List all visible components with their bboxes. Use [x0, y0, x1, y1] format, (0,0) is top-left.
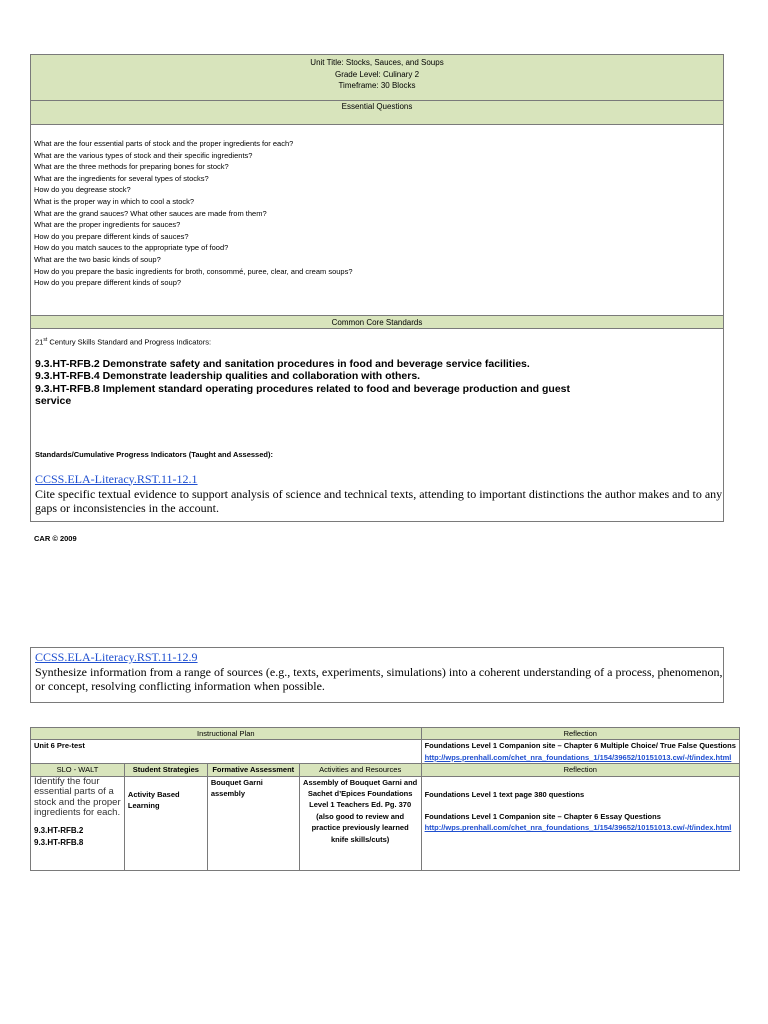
standards-list	[35, 358, 595, 408]
ccss-link-rst-9[interactable]: CCSS.ELA-Literacy.RST.11-12.9	[35, 650, 198, 664]
slo-cell: Identify the four essential parts of a stock and the proper ingredients for each. 9.3.HT-RFB.2 9.3.HT-RFB.8	[31, 776, 125, 870]
pretest-cell: Unit 6 Pre-test	[31, 740, 422, 764]
grade-level: Grade Level: Culinary 2	[334, 69, 420, 79]
question-item: What are the four essential parts of stock and the proper ingredients for each?	[34, 139, 294, 148]
col-strategies: Student Strategies	[124, 764, 207, 776]
question-item: How do you degrease stock?	[34, 185, 131, 195]
question-item: How do you prepare the basic ingredients for broth, consommé, puree, clear, and cream soups?	[34, 266, 353, 276]
question-item: What are the ingredients for several types of stocks?	[34, 173, 209, 183]
companion-site-link[interactable]: http://wps.prenhall.com/chet_nra_foundations_1/154/39652/10151013.cw/-/t/index.html	[424, 752, 732, 762]
common-core-heading: Common Core Standards	[30, 315, 724, 329]
unit-header	[30, 54, 724, 101]
strategies-cell: Activity Based Learning	[124, 776, 207, 870]
timeframe: Timeframe: 30 Blocks	[338, 81, 416, 90]
ccss-link-rst-1[interactable]: CCSS.ELA-Literacy.RST.11-12.1	[35, 471, 198, 486]
reflection-heading: Reflection	[421, 728, 739, 740]
essential-questions-list	[30, 124, 724, 316]
question-item: What is the proper way in which to cool a stock?	[34, 196, 195, 206]
ccss-text-rst-1: Cite specific textual evidence to support analysis of science and technical texts, attending to important distinctions the author makes and to any gaps or inconsistencies in the account.	[35, 486, 723, 515]
activities-cell: Assembly of Bouquet Garni and Sachet d’Epices Foundations Level 1 Teachers Ed. Pg. 370 (also good to review and practice previously learned knife skills/cuts)	[299, 776, 421, 870]
cumulative-label: Standards/Cumulative Progress Indicators (Taught and Assessed):	[35, 449, 273, 459]
reflection-cell: Foundations Level 1 text page 380 questions Foundations Level 1 Companion site – Chapter 6 Essay Questions http://wps.prenhall.com/chet_nra_foundations_1/154/39652/10151013.cw/-/t/index.html	[421, 776, 739, 870]
col-activities: Activities and Resources	[299, 764, 421, 776]
instructional-plan-table	[30, 727, 740, 871]
question-item: What are the grand sauces? What other sauces are made from them?	[34, 208, 267, 218]
standard-item: 9.3.HT-RFB.8 Implement standard operating procedures related to food and beverage production and guest service	[35, 382, 570, 407]
table-row	[31, 776, 740, 870]
table-row	[31, 740, 740, 764]
essential-questions-heading: Essential Questions	[30, 100, 724, 125]
col-formative: Formative Assessment	[207, 764, 299, 776]
unit-title: Unit Title: Stocks, Sauces, and Soups	[310, 58, 444, 67]
question-item: What are the various types of stock and their specific ingredients?	[34, 150, 253, 160]
ccss-text-rst-9: Synthesize information from a range of sources (e.g., texts, experiments, simulations) into a coherent understanding of a process, phenomenon, or concept, resolving conflicting information when possible.	[35, 665, 723, 693]
formative-cell: Bouquet Garni assembly	[207, 776, 299, 870]
question-item: How do you prepare different kinds of soup?	[34, 278, 182, 288]
question-item: What are the three methods for preparing bones for stock?	[34, 162, 229, 172]
common-core-body	[30, 328, 724, 522]
standard-item: 9.3.HT-RFB.2 Demonstrate safety and sanitation procedures in food and beverage service facilities.	[35, 357, 530, 370]
question-item: How do you prepare different kinds of sauces?	[34, 231, 189, 241]
col-reflection: Reflection	[421, 764, 739, 776]
standard-item: 9.3.HT-RFB.4 Demonstrate leadership qualities and collaboration with others.	[35, 370, 421, 382]
companion-site-link[interactable]: http://wps.prenhall.com/chet_nra_foundations_1/154/39652/10151013.cw/-/t/index.html	[424, 823, 732, 833]
copyright: CAR © 2009	[34, 534, 77, 543]
ccss-box-rst-9	[30, 647, 724, 703]
skills-label: 21st Century Skills Standard and Progress Indicators:	[35, 337, 212, 347]
col-slo: SLO - WALT	[31, 764, 125, 776]
instructional-plan-heading: Instructional Plan	[31, 728, 422, 740]
question-item: What are the proper ingredients for sauces?	[34, 220, 181, 230]
pretest-reflection: Foundations Level 1 Companion site – Chapter 6 Multiple Choice/ True False Questions http://wps.prenhall.com/chet_nra_foundations_1/154/39652/10151013.cw/-/t/index.html	[421, 740, 739, 764]
question-item: How do you match sauces to the appropriate type of food?	[34, 243, 229, 253]
table-row	[31, 728, 740, 740]
table-row	[31, 764, 740, 776]
question-item: What are the two basic kinds of soup?	[34, 254, 161, 264]
